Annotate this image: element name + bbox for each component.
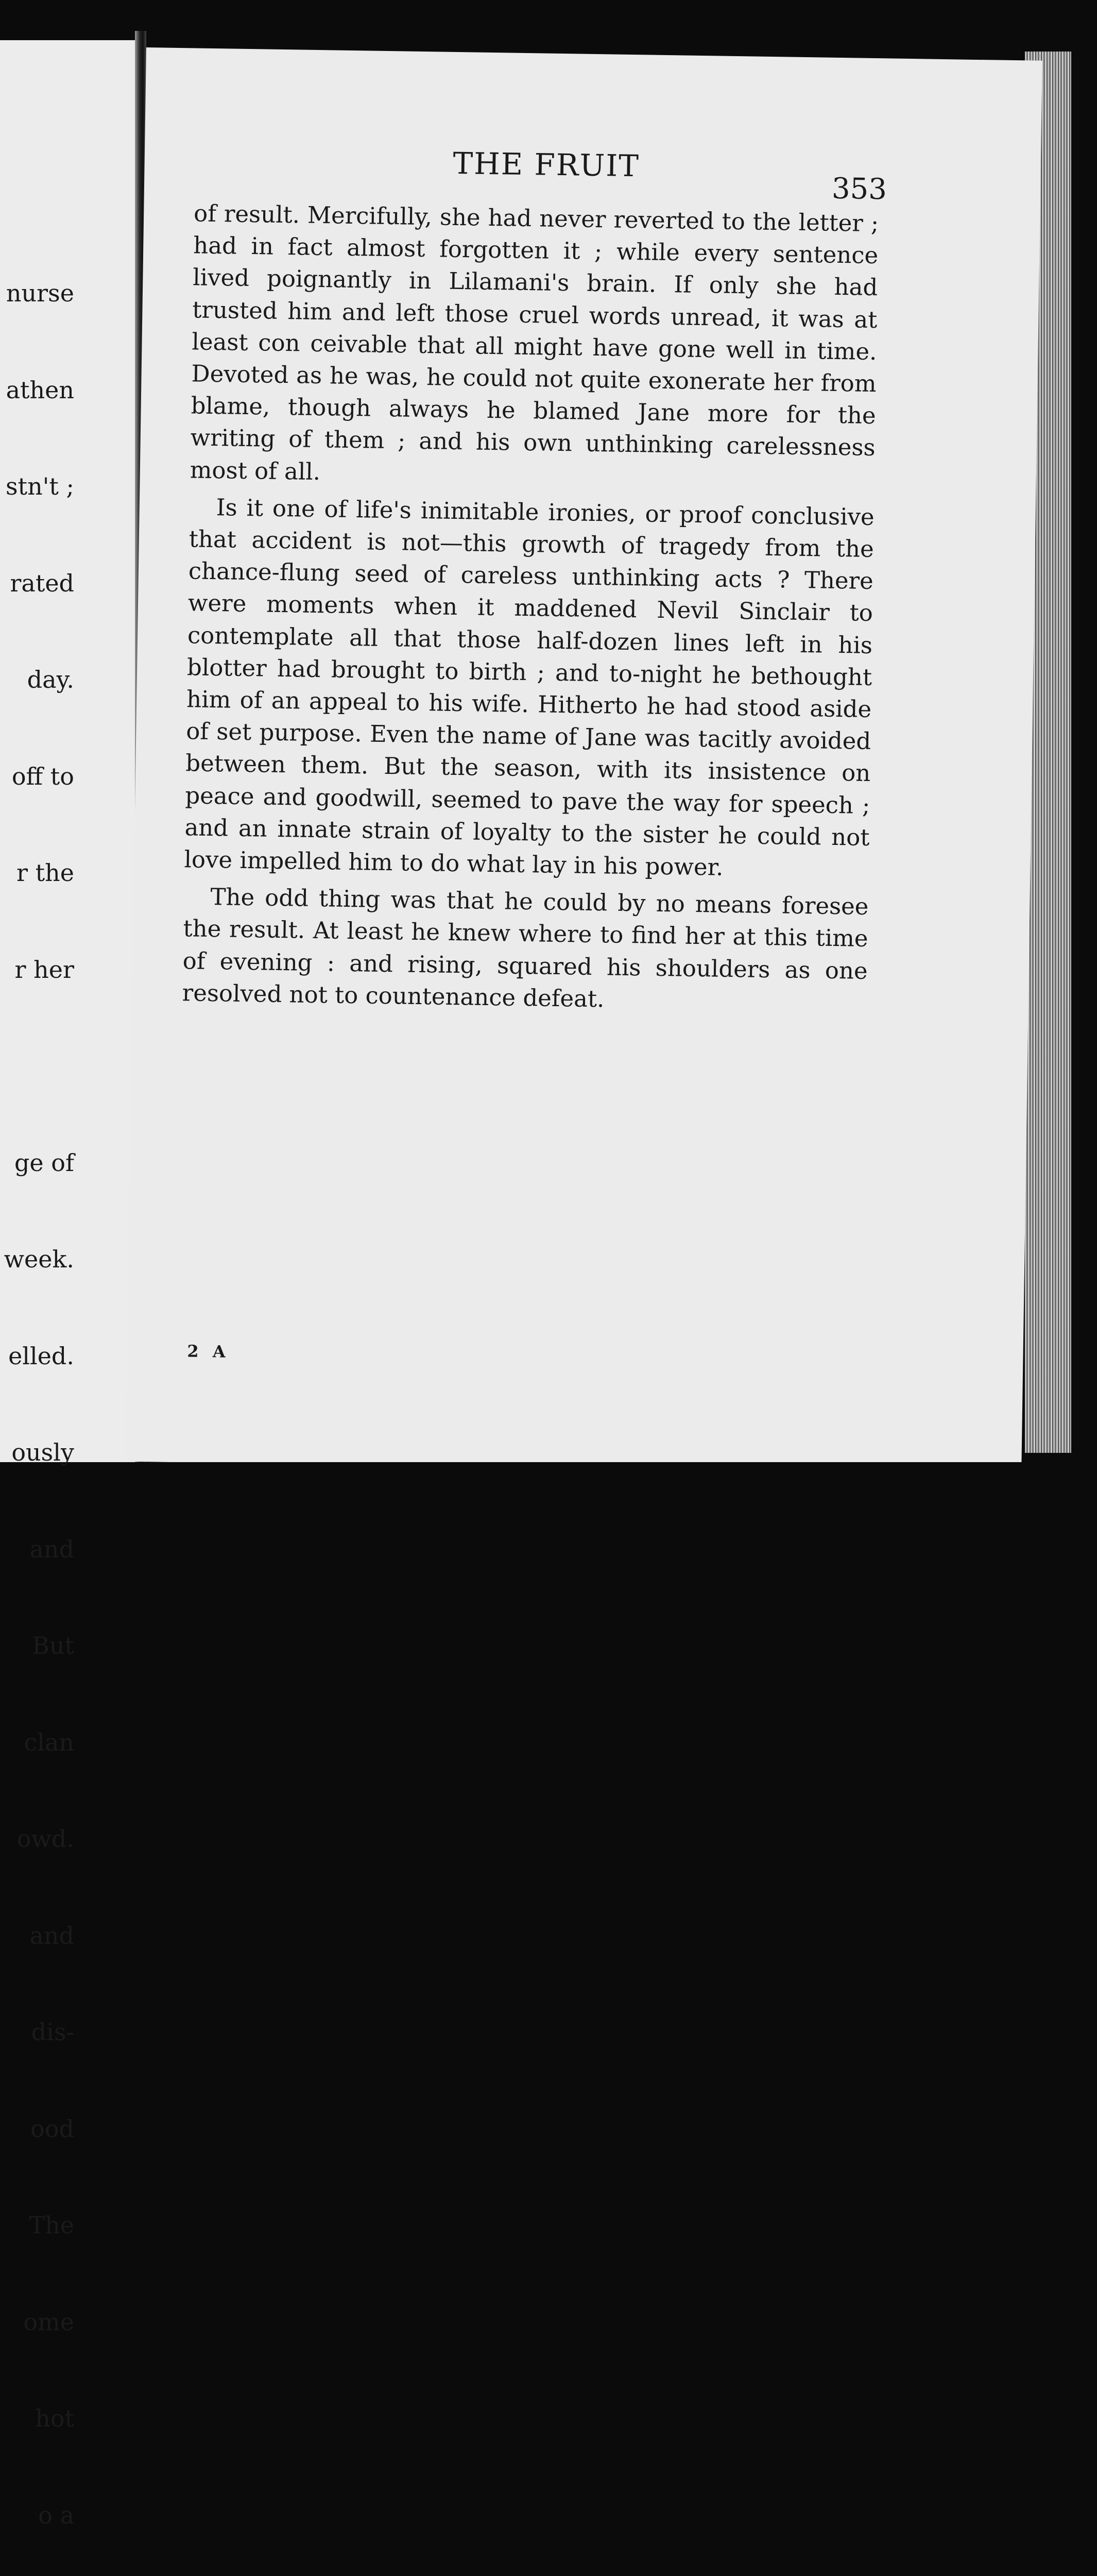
line-fragment: But (32, 1632, 74, 1659)
paragraph: The odd thing was that he could by no means foresee the result. At least he knew where to find her at this time of evening : and rising, squared his shoulders as one resolved not to countenance defeat. (182, 883, 869, 1013)
previous-page-fragment (0, 40, 135, 2529)
line-fragment: athen (6, 376, 74, 404)
line-fragment: o a (38, 2501, 74, 2529)
line-fragment: and (29, 1535, 74, 1563)
line-fragment: week. (4, 1245, 74, 1273)
scan-border (103, 1462, 1097, 1503)
line-fragment: The (29, 2211, 74, 2239)
line-fragment: ome (23, 2308, 74, 2336)
line-fragment: day. (27, 666, 74, 693)
line-fragment: hot (35, 2404, 74, 2432)
line-fragment: ood (30, 2114, 74, 2143)
page-body (182, 197, 879, 1019)
line-fragment: off to (11, 762, 74, 790)
line-fragment: r her (14, 955, 74, 984)
signature-mark: 2 A (187, 1341, 230, 1362)
book-page (125, 47, 1042, 1475)
line-fragment: elled. (8, 1342, 74, 1370)
line-fragment (4, 1050, 74, 1082)
line-fragment: stn't ; (6, 472, 74, 500)
line-fragment: ously (11, 1438, 74, 1466)
paragraph: Is it one of life's inimitable ironies, or proof conclusive that accident is not—this growth of tragedy from the chance-flung seed of careless unthinking acts ? There were moments when it maddened Nevil Sinclair to contemplate all that those half-dozen lines left in his blotter had brought to birth ; and to-night he bethought him of an appeal to his wife. Hitherto he had stood aside of set purpose. Even the name of Jane was tacitly avoided between them. But the season, with its insistence on peace and goodwill, seemed to pave the way for speech ; and an innate strain of loyalty to the sister he could not love impelled him to do what lay in his power. (184, 493, 875, 881)
running-head: THE FRUIT (453, 145, 640, 184)
line-fragment: owd. (16, 1825, 74, 1853)
page-number: 353 (831, 172, 887, 207)
line-fragment: dis- (31, 2018, 74, 2046)
line-fragment: rated (10, 569, 74, 597)
line-fragment: ge of (14, 1148, 74, 1177)
paragraph: of result. Mercifully, she had never reverted to the letter ; had in fact almost forgotten it ; while every sentence lived poignantly in Lilamani's brain. If only she had trusted him and left those cruel words unread, it was at least con ceivable that all might have gone well in time. Devoted as he was, he could not quite exonerate her from blame, though always he blamed Jane more for the writing of them ; and his own unthinking carelessness most of all. (190, 199, 879, 485)
line-fragment: and (29, 1921, 74, 1950)
line-fragment: nurse (6, 279, 74, 307)
previous-page-line-fragments (4, 213, 74, 2576)
line-fragment: r the (16, 859, 74, 887)
line-fragment: clan (24, 1728, 74, 1756)
